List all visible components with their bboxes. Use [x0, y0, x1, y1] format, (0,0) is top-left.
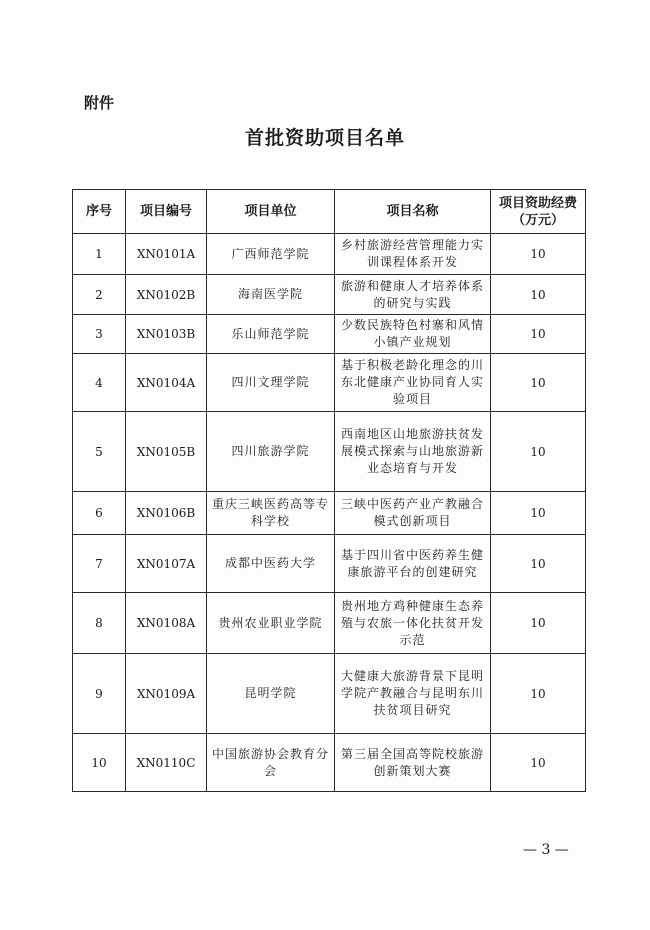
row-code: XN0103B — [126, 315, 207, 354]
row-index: 3 — [73, 315, 126, 354]
row-unit: 中国旅游协会教育分会 — [207, 734, 335, 792]
row-name: 乡村旅游经营管理能力实训课程体系开发 — [335, 234, 491, 275]
row-funding: 10 — [491, 734, 586, 792]
attachment-label: 附件 — [84, 94, 115, 112]
row-funding: 10 — [491, 412, 586, 492]
table-header-row — [73, 190, 586, 234]
table-row — [73, 275, 586, 315]
row-name: 贵州地方鸡种健康生态养殖与农旅一体化扶贫开发示范 — [335, 593, 491, 654]
row-funding: 10 — [491, 275, 586, 315]
row-name: 三峡中医药产业产教融合模式创新项目 — [335, 492, 491, 535]
row-index: 6 — [73, 492, 126, 535]
table-row — [73, 315, 586, 354]
row-funding: 10 — [491, 654, 586, 734]
row-name: 大健康大旅游背景下昆明学院产教融合与昆明东川扶贫项目研究 — [335, 654, 491, 734]
row-funding: 10 — [491, 315, 586, 354]
funding-table — [72, 189, 586, 792]
row-funding: 10 — [491, 234, 586, 275]
table-row — [73, 234, 586, 275]
row-index: 4 — [73, 354, 126, 412]
table-row — [73, 535, 586, 593]
row-funding: 10 — [491, 535, 586, 593]
row-name: 第三届全国高等院校旅游创新策划大赛 — [335, 734, 491, 792]
row-index: 5 — [73, 412, 126, 492]
row-code: XN0107A — [126, 535, 207, 593]
row-unit: 成都中医药大学 — [207, 535, 335, 593]
row-name: 少数民族特色村寨和风情小镇产业规划 — [335, 315, 491, 354]
table-row — [73, 593, 586, 654]
row-code: XN0101A — [126, 234, 207, 275]
row-index: 10 — [73, 734, 126, 792]
row-unit: 昆明学院 — [207, 654, 335, 734]
row-funding: 10 — [491, 492, 586, 535]
row-unit: 四川旅游学院 — [207, 412, 335, 492]
document-title: 首批资助项目名单 — [244, 127, 405, 149]
row-code: XN0102B — [126, 275, 207, 315]
page-number: — 3 — — [523, 842, 569, 858]
header-index: 序号 — [73, 190, 126, 234]
table-row — [73, 412, 586, 492]
row-unit: 四川文理学院 — [207, 354, 335, 412]
row-index: 1 — [73, 234, 126, 275]
table-row — [73, 354, 586, 412]
row-code: XN0105B — [126, 412, 207, 492]
header-unit: 项目单位 — [207, 190, 335, 234]
row-unit: 重庆三峡医药高等专科学校 — [207, 492, 335, 535]
row-unit: 海南医学院 — [207, 275, 335, 315]
row-code: XN0108A — [126, 593, 207, 654]
row-unit: 乐山师范学院 — [207, 315, 335, 354]
row-name: 西南地区山地旅游扶贫发展模式探索与山地旅游新业态培育与开发 — [335, 412, 491, 492]
header-name: 项目名称 — [335, 190, 491, 234]
row-code: XN0104A — [126, 354, 207, 412]
row-name: 基于积极老龄化理念的川东北健康产业协同育人实验项目 — [335, 354, 491, 412]
row-unit: 贵州农业职业学院 — [207, 593, 335, 654]
row-name: 旅游和健康人才培养体系的研究与实践 — [335, 275, 491, 315]
header-funding: 项目资助经费（万元） — [491, 190, 586, 234]
table-row — [73, 492, 586, 535]
row-index: 9 — [73, 654, 126, 734]
row-index: 8 — [73, 593, 126, 654]
header-code: 项目编号 — [126, 190, 207, 234]
row-code: XN0109A — [126, 654, 207, 734]
row-name: 基于四川省中医药养生健康旅游平台的创建研究 — [335, 535, 491, 593]
row-funding: 10 — [491, 354, 586, 412]
row-index: 7 — [73, 535, 126, 593]
row-index: 2 — [73, 275, 126, 315]
row-code: XN0106B — [126, 492, 207, 535]
row-unit: 广西师范学院 — [207, 234, 335, 275]
row-code: XN0110C — [126, 734, 207, 792]
table-row — [73, 734, 586, 792]
table-row — [73, 654, 586, 734]
row-funding: 10 — [491, 593, 586, 654]
